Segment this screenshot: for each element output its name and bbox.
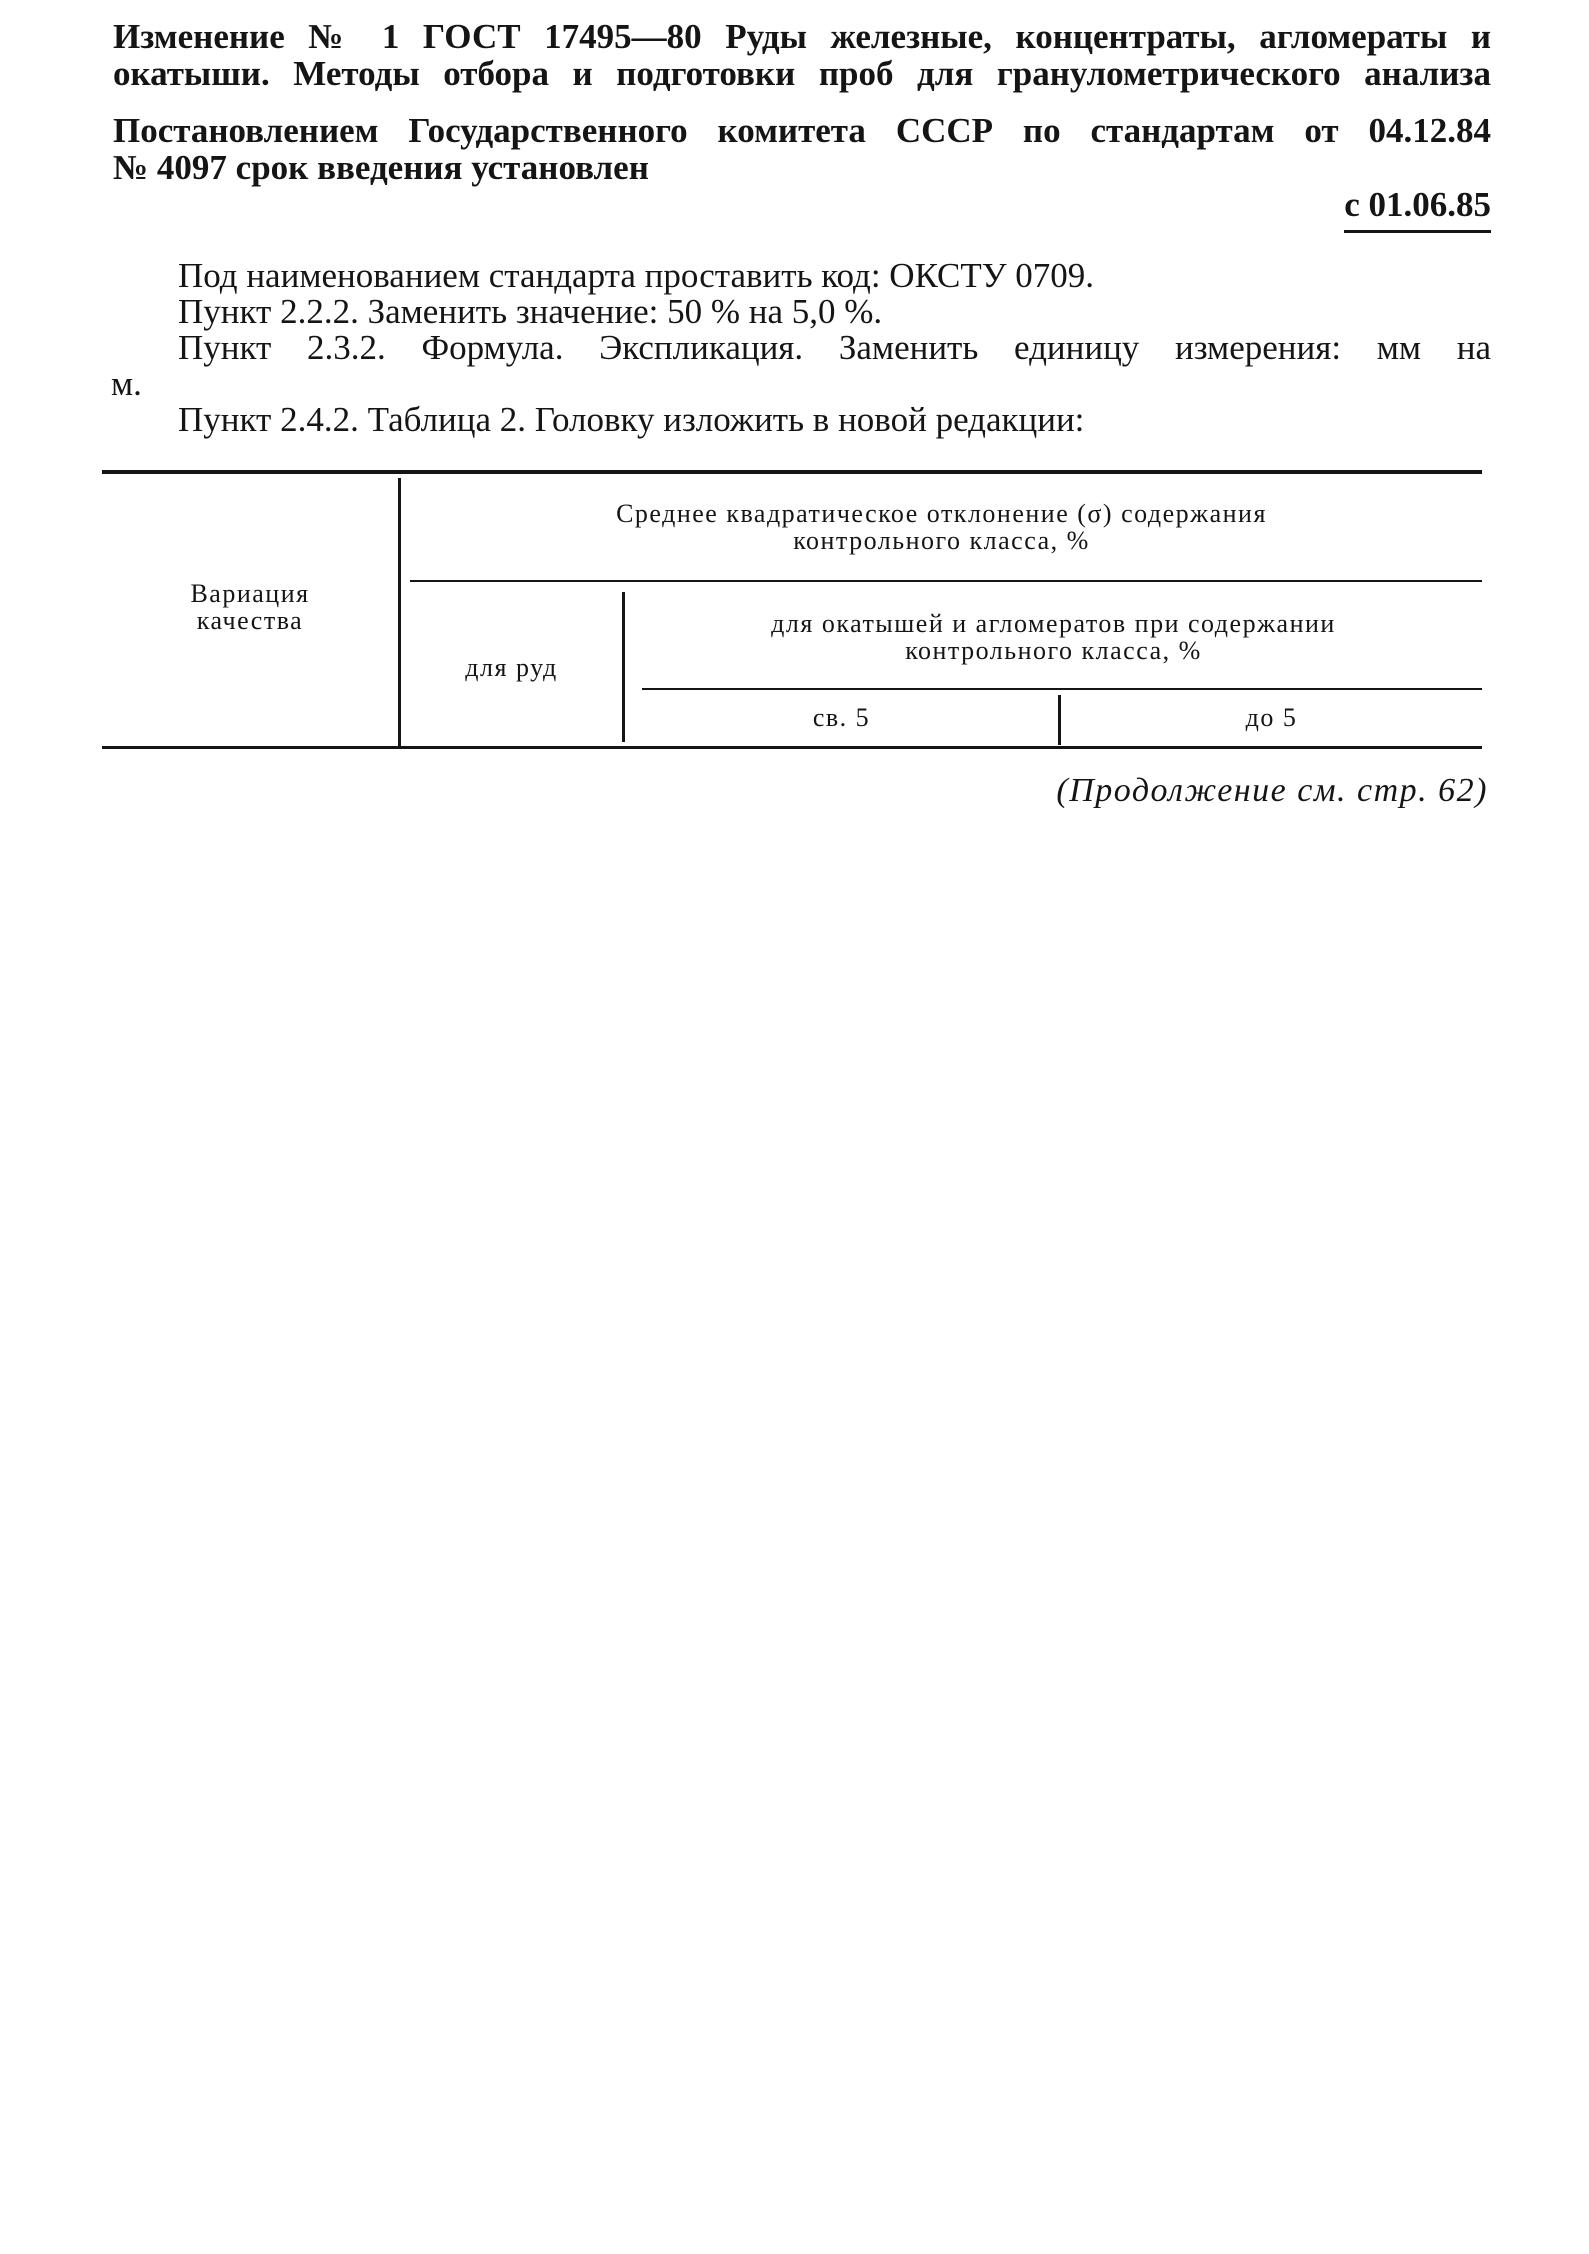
- body-paragraph-okstu: Под наименованием стандарта проставить код: ОКСТУ 0709.: [178, 256, 1095, 295]
- table-bottom-rule: [102, 746, 1482, 749]
- amendment-title: [113, 18, 1491, 92]
- body-paragraph-2-4-2: Пункт 2.4.2. Таблица 2. Головку изложить в новой редакции:: [178, 400, 1085, 439]
- table-cell-pellets-line-2: контрольного класса, %: [905, 636, 1202, 665]
- table-cell-pellets: [625, 610, 1482, 664]
- table-cell-variation-line-2: качества: [196, 606, 304, 635]
- amendment-body: [113, 258, 1491, 438]
- continuation-note: (Продолжение см. стр. 62): [1056, 772, 1488, 809]
- table-top-rule: [102, 470, 1482, 474]
- table-cell-variation: [102, 580, 398, 634]
- table-cell-ores: [401, 654, 622, 681]
- effective-date: с 01.06.85: [1344, 186, 1491, 233]
- table-group-rule: [410, 580, 1482, 582]
- body-paragraph-2-3-2-continuation: м.: [111, 364, 142, 403]
- amendment-title-line-2: окатыши. Методы отбора и подготовки проб для гранулометрического анализа: [113, 54, 1491, 93]
- table-cell-over-5-label: св. 5: [812, 703, 871, 732]
- table-cell-over-5: [625, 704, 1058, 731]
- decree-line-1: Постановлением Государственного комитета СССР по стандартам от 04.12.84: [113, 111, 1491, 150]
- decree-statement: [113, 112, 1491, 186]
- table-cell-up-to-5: [1061, 704, 1482, 731]
- table-subgroup-rule: [642, 688, 1482, 690]
- table-cell-ores-label: для руд: [465, 653, 558, 682]
- table-cell-group-line-2: контрольного класса, %: [793, 526, 1090, 555]
- amendment-title-line-1: Изменение № 1 ГОСТ 17495—80 Руды железные, концентраты, агломераты и: [113, 17, 1491, 56]
- table-cell-up-to-5-label: до 5: [1245, 703, 1298, 732]
- table-cell-group: [401, 500, 1482, 554]
- body-paragraph-2-3-2: Пункт 2.3.2. Формула. Экспликация. Заменить единицу измерения: мм на: [178, 328, 1491, 367]
- table-cell-group-line-1: Среднее квадратическое отклонение (σ) содержания: [616, 499, 1267, 528]
- table-2-header: [102, 470, 1482, 752]
- decree-line-2: № 4097 срок введения установлен: [113, 148, 649, 187]
- body-paragraph-2-2-2: Пункт 2.2.2. Заменить значение: 50 % на 5,0 %.: [178, 292, 883, 331]
- table-cell-pellets-line-1: для окатышей и агломератов при содержании: [771, 609, 1336, 638]
- table-cell-variation-line-1: Вариация: [190, 579, 310, 608]
